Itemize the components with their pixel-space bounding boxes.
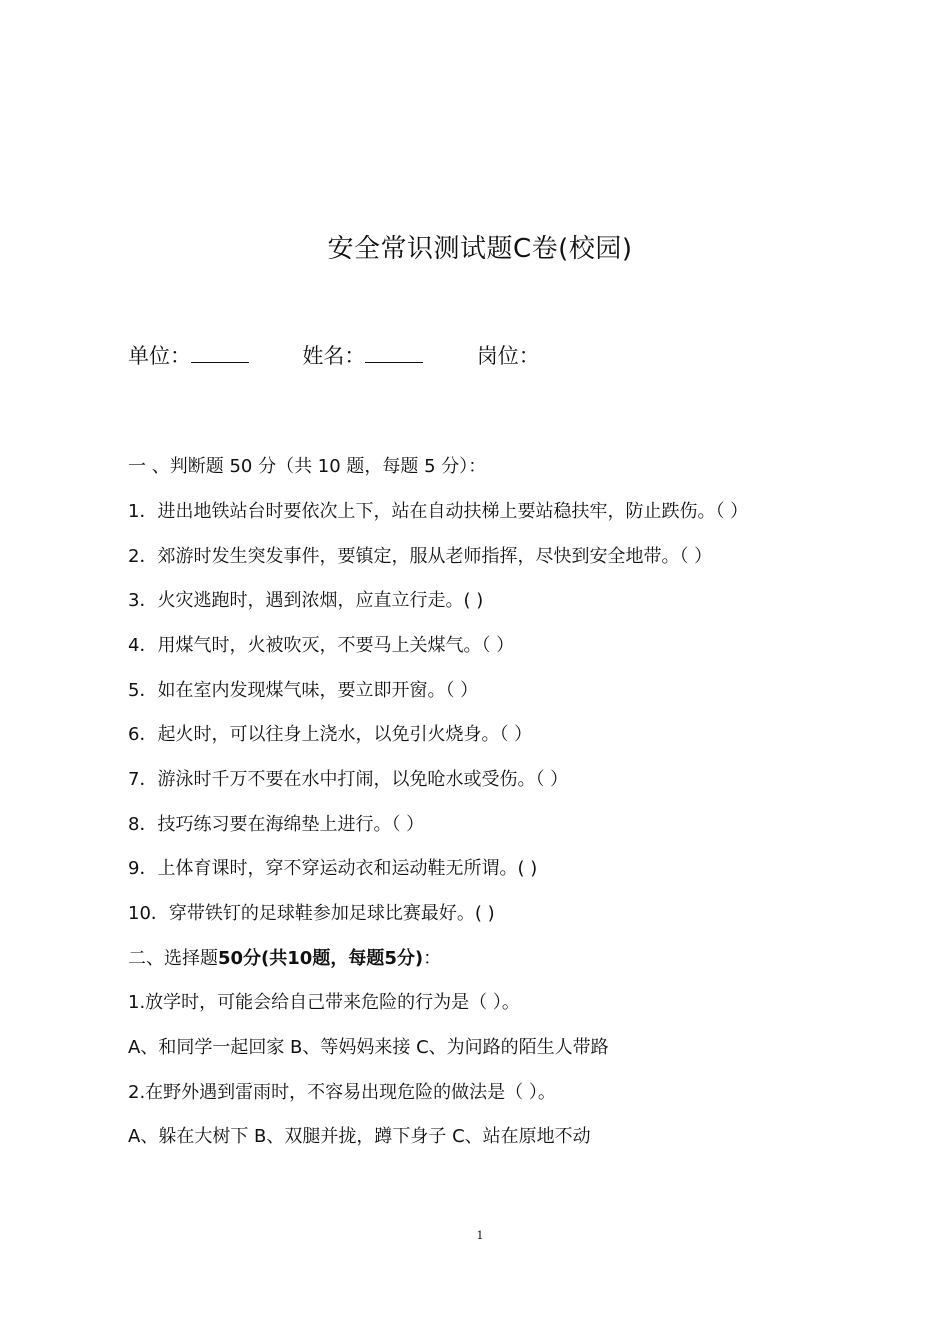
page-number: 1 [476,1229,484,1242]
section2-heading-prefix: 二、选择题 [128,948,218,969]
section1-heading: 一 、判断题 50 分（共 10 题，每题 5 分）： [128,456,487,477]
judgment-item-10: 10．穿带铁钉的足球鞋参加足球比赛最好。( ) [128,903,495,924]
judgment-item-8: 8．技巧练习要在海绵垫上进行。（ ） [128,814,425,835]
unit-label: 单位： [128,344,191,368]
choice-question-2: 2.在野外遇到雷雨时，不容易出现危险的做法是（ ）。 [128,1082,556,1103]
info-row [128,340,540,370]
judgment-item-5: 5．如在室内发现煤气味，要立即开窗。（ ） [128,680,479,701]
unit-blank [191,342,249,363]
section2-heading-suffix: ： [423,948,442,969]
judgment-item-9: 9．上体育课时，穿不穿运动衣和运动鞋无所谓。( ) [128,858,538,879]
judgment-item-2: 2．郊游时发生突发事件，要镇定，服从老师指挥，尽快到安全地带。（ ） [128,546,713,567]
judgment-item-7: 7．游泳时千万不要在水中打闹，以免呛水或受伤。（ ） [128,769,569,790]
post-label: 岗位： [476,344,540,368]
judgment-item-6: 6．起火时，可以往身上浇水，以免引火烧身。（ ） [128,724,533,745]
judgment-item-4: 4．用煤气时，火被吹灭，不要马上关煤气。（ ） [128,635,515,656]
page-title: 安全常识测试题C卷(校园) [327,234,633,264]
name-label: 姓名： [302,344,366,368]
judgment-item-3: 3．火灾逃跑时，遇到浓烟，应直立行走。( ) [128,590,484,611]
choice-options-2: A、躲在大树下 B、双腿并拢，蹲下身子 C、站在原地不动 [128,1126,591,1147]
section2-heading [128,944,441,970]
choice-options-1: A、和同学一起回家 B、等妈妈来接 C、为问路的陌生人带路 [128,1037,609,1058]
judgment-item-1: 1．进出地铁站台时要依次上下，站在自动扶梯上要站稳扶牢，防止跌伤。（ ） [128,501,749,522]
choice-question-1: 1.放学时，可能会给自己带来危险的行为是（ ）。 [128,992,520,1013]
name-blank [365,342,423,363]
section2-heading-score: 50分(共10题，每题5分) [218,948,424,969]
